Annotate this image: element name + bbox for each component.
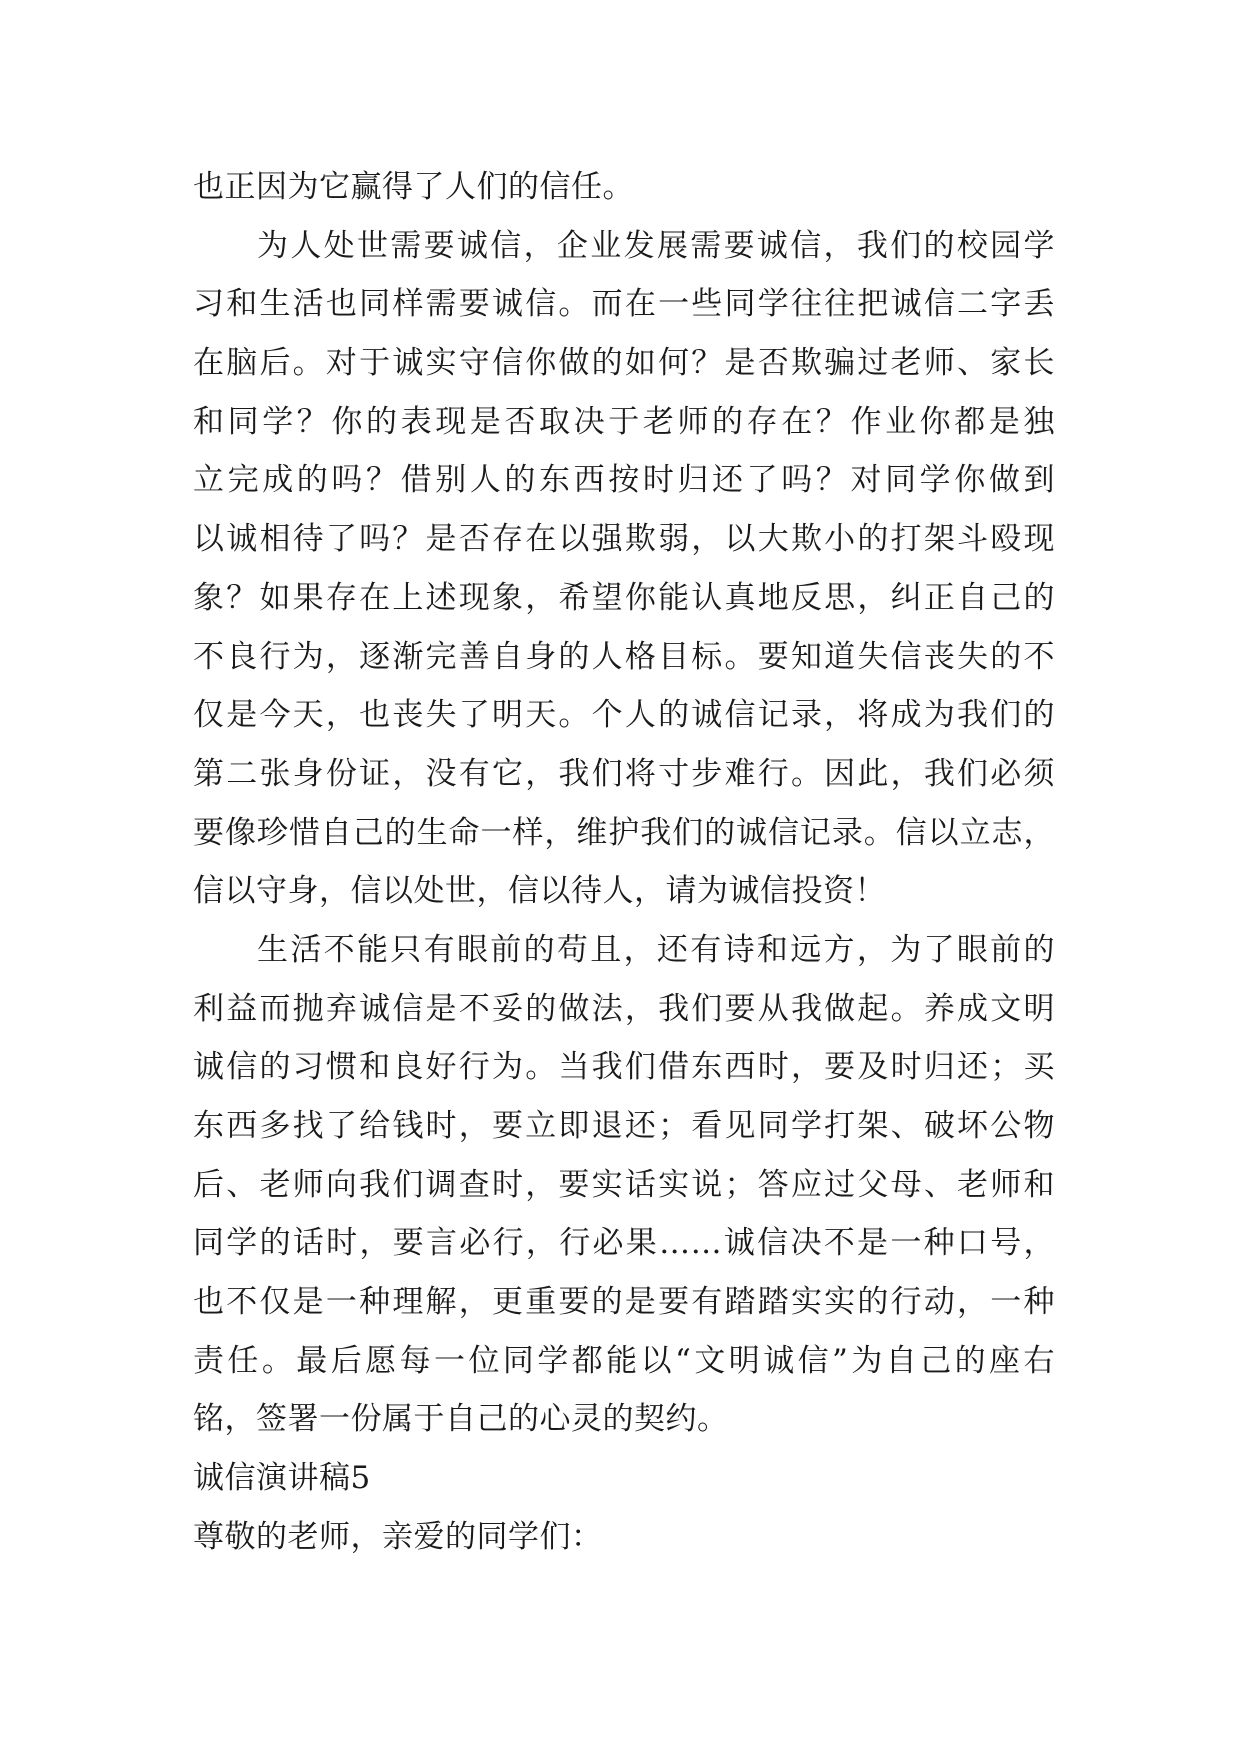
paragraph-line: 和同学？你的表现是否取决于老师的存在？作业你都是独: [193, 403, 1055, 440]
document-body: [193, 158, 1055, 1567]
paragraph-line: 同学的话时，要言必行，行必果……诚信决不是一种口号，: [193, 1225, 1055, 1262]
paragraph-line: 责任。最后愿每一位同学都能以“文明诚信”为自己的座右: [193, 1342, 1055, 1379]
paragraph-line: 为人处世需要诚信，企业发展需要诚信，我们的校园学: [257, 227, 1055, 264]
paragraph-line: 不良行为，逐渐完善自身的人格目标。要知道失信丧失的不: [193, 638, 1055, 675]
paragraph-line: 利益而抛弃诚信是不妥的做法，我们要从我做起。养成文明: [193, 990, 1055, 1027]
paragraph-line: 习和生活也同样需要诚信。而在一些同学往往把诚信二字丢: [193, 286, 1055, 323]
salutation: 尊敬的老师，亲爱的同学们：: [193, 1518, 603, 1555]
paragraph-line: 也不仅是一种理解，更重要的是要有踏踏实实的行动，一种: [193, 1284, 1055, 1321]
paragraph-line: 立完成的吗？借别人的东西按时归还了吗？对同学你做到: [193, 462, 1055, 499]
paragraph-line: 仅是今天，也丧失了明天。个人的诚信记录，将成为我们的: [193, 697, 1055, 734]
paragraph-line: 诚信的习惯和良好行为。当我们借东西时，要及时归还；买: [193, 1049, 1055, 1086]
paragraph-line: 要像珍惜自己的生命一样，维护我们的诚信记录。信以立志，: [193, 814, 1055, 851]
paragraph-line: 东西多找了给钱时，要立即退还；看见同学打架、破坏公物: [193, 1108, 1055, 1144]
paragraph-line: 也正因为它赢得了人们的信任。: [193, 169, 634, 205]
paragraph-line: 象？如果存在上述现象，希望你能认真地反思，纠正自己的: [193, 579, 1055, 616]
paragraph-line: 生活不能只有眼前的苟且，还有诗和远方，为了眼前的: [257, 931, 1055, 968]
paragraph-line: 在脑后。对于诚实守信你做的如何？是否欺骗过老师、家长: [193, 345, 1055, 382]
paragraph-line: 后、老师向我们调查时，要实话实说；答应过父母、老师和: [193, 1166, 1055, 1203]
section-heading: 诚信演讲稿5: [193, 1460, 371, 1497]
paragraph-line: 信以守身，信以处世，信以待人，请为诚信投资！: [193, 873, 886, 910]
paragraph-line: 第二张身份证，没有它，我们将寸步难行。因此，我们必须: [193, 755, 1055, 792]
paragraph-line: 铭，签署一份属于自己的心灵的契约。: [193, 1401, 729, 1438]
paragraph-line: 以诚相待了吗？是否存在以强欺弱，以大欺小的打架斗殴现: [193, 521, 1055, 558]
